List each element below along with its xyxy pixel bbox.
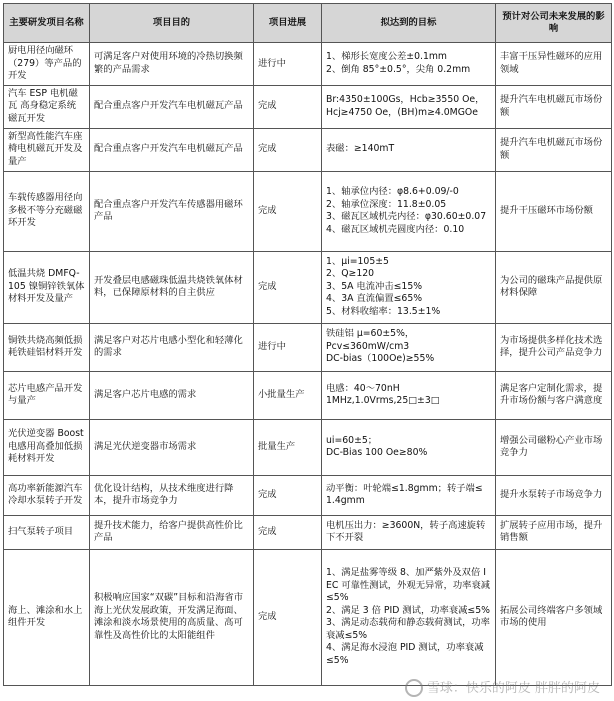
target-line: 1MHz,1.0Vrms,25□±3□ (326, 395, 440, 406)
cell-target (322, 171, 496, 251)
cell-purpose: 配合重点客户开发汽车电机磁瓦产品 (90, 128, 254, 171)
cell-progress: 完成 (254, 549, 322, 685)
cell-name: 高功率新能源汽车冷却水泵转子开发 (4, 475, 90, 515)
cell-target (322, 475, 496, 515)
cell-progress: 小批量生产 (254, 371, 322, 419)
target-line: 3、5A 电流冲击≤15% (326, 280, 423, 292)
cell-purpose: 开发叠层电感磁珠低温共烧铁氧体材料，已保障原材料的自主供应 (90, 251, 254, 323)
target-line: 3、满足动态载荷和静态载荷测试，功率衰减≤5% (326, 617, 490, 641)
watermark (405, 677, 600, 698)
cell-name: 车载传感器用径向多极不等分充磁磁环开发 (4, 171, 90, 251)
cell-target (322, 371, 496, 419)
cell-progress: 完成 (254, 251, 322, 323)
table-row (4, 251, 612, 323)
cell-purpose: 满足客户对芯片电感小型化和轻薄化的需求 (90, 323, 254, 371)
table-row (4, 371, 612, 419)
cell-target (322, 43, 496, 86)
cell-name: 海上、滩涂和水上组件开发 (4, 549, 90, 685)
cell-progress: 进行中 (254, 323, 322, 371)
cell-purpose: 提升技术能力，给客户提供高性价比产品 (90, 515, 254, 549)
target-line: Br:4350±100Gs，Hcb≥3550 Oe， (326, 94, 485, 105)
cell-target (322, 419, 496, 475)
xueqiu-logo-icon (405, 679, 423, 697)
target-line: 电机压出力：≥3600N，转子高速旋转下不开裂 (326, 519, 486, 543)
cell-purpose: 积极响应国家“双碳”目标和沿海省市海上光伏发展政策，开发满足海面、滩涂和淡水场景使用的高质量、高可靠性及高性价比的太阳能组件 (90, 549, 254, 685)
table-row (4, 515, 612, 549)
target-line: 4、满足海水浸泡 PID 测试，功率衰减≤5% (326, 642, 484, 666)
table-row (4, 323, 612, 371)
cell-target (322, 128, 496, 171)
cell-impact: 提升水泵转子市场竞争力 (496, 475, 612, 515)
table-row (4, 419, 612, 475)
cell-name: 厨电用径向磁环（279）等产品的开发 (4, 43, 90, 86)
target-line: 动平衡：叶轮端≤1.8gmm；转子端≤1.4gmm (326, 482, 483, 506)
cell-progress: 完成 (254, 171, 322, 251)
watermark-text: 雪球：快乐的阿皮 胖胖的阿皮 (426, 680, 600, 696)
header-progress: 项目进展 (254, 4, 322, 43)
target-line: 3、磁瓦区域机壳内径：φ30.60±0.07 (326, 211, 487, 222)
cell-impact: 为市场提供多样化技术选择，提升公司产品竞争力 (496, 323, 612, 371)
cell-purpose: 优化设计结构，从技术维度进行降本，提升市场竞争力 (90, 475, 254, 515)
header-purpose: 项目目的 (90, 4, 254, 43)
target-line: DC-Bias 100 Oe≥80% (326, 447, 428, 458)
cell-progress: 完成 (254, 475, 322, 515)
target-line: 2、满足 3 倍 PID 测试，功率衰减≤5% (326, 604, 490, 616)
target-line: 2、轴承位深度：11.8±0.05 (326, 198, 447, 210)
target-line: 2、Q≥120 (326, 268, 375, 280)
cell-target (322, 549, 496, 685)
table-row (4, 549, 612, 685)
cell-target (322, 515, 496, 549)
cell-progress: 完成 (254, 128, 322, 171)
cell-purpose: 配合重点客户开发汽车传感器用磁环产品 (90, 171, 254, 251)
cell-name: 铜铁共烧高频低损耗铁硅铝材料开发 (4, 323, 90, 371)
cell-progress: 批量生产 (254, 419, 322, 475)
cell-impact: 拓展公司终端客户多领域市场的使用 (496, 549, 612, 685)
target-line: ui=60±5； (326, 434, 378, 446)
cell-impact: 增强公司磁粉心产业市场竞争力 (496, 419, 612, 475)
table-row (4, 43, 612, 86)
cell-progress: 完成 (254, 85, 322, 128)
target-line: Hcj≥4750 Oe，(BH)m≥4.0MGOe (326, 106, 478, 118)
cell-impact: 提升汽车电机磁瓦市场份额 (496, 85, 612, 128)
cell-name: 低温共烧 DMFQ-105 镍铜锌铁氧体材料开发及量产 (4, 251, 90, 323)
target-line: 1、梯形长宽度公差±0.1mm (326, 51, 447, 63)
cell-name: 新型高性能汽车座椅电机磁瓦开发及量产 (4, 128, 90, 171)
target-line: 4、3A 直流偏置≤65% (326, 293, 423, 305)
cell-impact: 满足客户定制化需求，提升市场份额与客户满意度 (496, 371, 612, 419)
target-line: 1、满足盐雾等级 8、加严紫外及双倍 IEC 可靠性测试，外观无异常，功率衰减≤5% (326, 567, 491, 603)
header-target: 拟达到的目标 (322, 4, 496, 43)
cell-progress: 完成 (254, 515, 322, 549)
target-line: DC-bias（100Oe)≥55% (326, 353, 435, 365)
target-line: 表磁：≥140mT (326, 143, 395, 155)
cell-purpose: 可满足客户对使用环境的冷热切换频繁的产品需求 (90, 43, 254, 86)
cell-purpose: 满足客户芯片电感的需求 (90, 371, 254, 419)
cell-impact: 提升干压磁环市场份额 (496, 171, 612, 251)
cell-purpose: 满足光伏逆变器市场需求 (90, 419, 254, 475)
table-header-row (4, 4, 612, 43)
target-line: 电感：40～70nH (326, 382, 400, 394)
target-line: Pcv≤360mW/cm3 (326, 340, 410, 352)
target-line: 1、轴承位内径：φ8.6+0.09/-0 (326, 186, 459, 197)
target-line: 4、磁瓦区域机壳圆度内径：0.10 (326, 223, 465, 235)
cell-target (322, 85, 496, 128)
cell-name: 扫气泵转子项目 (4, 515, 90, 549)
cell-name: 光伏逆变器 Boost 电感用高叠加低损耗材料开发 (4, 419, 90, 475)
target-line: 铁硅铝 μ=60±5%， (326, 328, 415, 340)
header-name: 主要研发项目名称 (4, 4, 90, 43)
header-impact: 预计对公司未来发展的影响 (496, 4, 612, 43)
cell-target (322, 323, 496, 371)
cell-impact: 为公司的磁珠产品提供原材料保障 (496, 251, 612, 323)
cell-name: 汽车 ESP 电机磁瓦 高身稳定系统磁瓦开发 (4, 85, 90, 128)
cell-name: 芯片电感产品开发与量产 (4, 371, 90, 419)
cell-progress: 进行中 (254, 43, 322, 86)
table-row (4, 128, 612, 171)
cell-impact: 提升汽车电机磁瓦市场份额 (496, 128, 612, 171)
target-line: 2、倒角 85°±0.5°，尖角 0.2mm (326, 63, 471, 75)
cell-impact: 扩展转子应用市场，提升销售额 (496, 515, 612, 549)
cell-target (322, 251, 496, 323)
target-line: 5、材料收缩率：13.5±1% (326, 305, 441, 317)
target-line: 1、μi=105±5 (326, 255, 389, 267)
rd-projects-table (3, 3, 612, 686)
table-row (4, 475, 612, 515)
table-row (4, 171, 612, 251)
cell-purpose: 配合重点客户开发汽车电机磁瓦产品 (90, 85, 254, 128)
cell-impact: 丰富干压异性磁环的应用领域 (496, 43, 612, 86)
table-row (4, 85, 612, 128)
